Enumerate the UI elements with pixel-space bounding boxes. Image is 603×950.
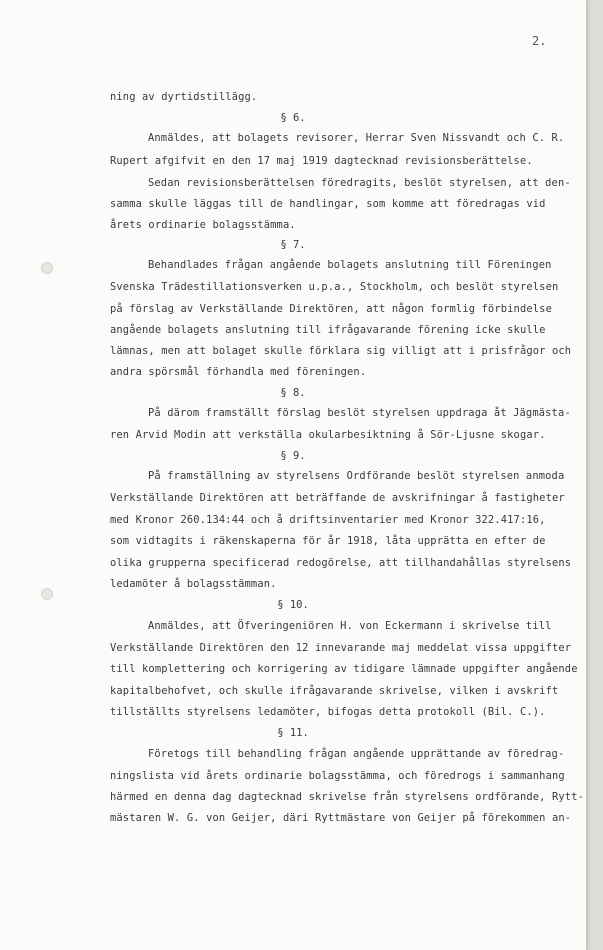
- text-line: mästaren W. G. von Geijer, däri Ryttmästare von Geijer på förekommen an-: [110, 812, 572, 824]
- text-line: Behandlades frågan angående bolagets anslutning till Föreningen: [148, 259, 552, 271]
- text-line: som vidtagits i räkenskaperna för år 1918, låta upprätta en efter de: [110, 535, 546, 547]
- section-heading-7: § 7.: [280, 239, 306, 251]
- text-line: ning av dyrtidstillägg.: [110, 91, 258, 103]
- text-line: På framställning av styrelsens Ordförande beslöt styrelsen anmoda: [148, 470, 565, 482]
- text-line: med Kronor 260.134:44 och å driftsinventarier med Kronor 322.417:16,: [110, 514, 546, 526]
- section-heading-8: § 8.: [280, 387, 306, 399]
- text-line: På därom framställt förslag beslöt styrelsen uppdraga åt Jägmästa-: [148, 407, 571, 419]
- page-number: 2.: [532, 34, 547, 48]
- text-line: Anmäldes, att bolagets revisorer, Herrar Sven Nissvandt och C. R.: [148, 132, 565, 144]
- text-line: Anmäldes, att Öfveringeniören H. von Eckermann i skrivelse till: [148, 620, 552, 632]
- text-line: Verkställande Direktören att beträffande de avskrifningar å fastigheter: [110, 492, 565, 504]
- text-line: härmed en denna dag dagtecknad skrivelse från styrelsens ordförande, Rytt-: [110, 791, 585, 803]
- text-line: olika grupperna specificerad redogörelse, att tillhandahållas styrelsens: [110, 557, 572, 569]
- text-line: till komplettering och korrigering av tidigare lämnade uppgifter angående: [110, 663, 578, 675]
- text-line: ren Arvid Modin att verkställa okularbesiktning å Sör-Ljusne skogar.: [110, 429, 546, 441]
- text-line: andra spörsmål förhandla med föreningen.: [110, 366, 367, 378]
- text-line: samma skulle läggas till de handlingar, som komme att föredragas vid: [110, 198, 546, 210]
- text-line: angående bolagets anslutning till ifrågavarande förening icke skulle: [110, 324, 546, 336]
- text-line: tillställts styrelsens ledamöter, bifogas detta protokoll (Bil. C.).: [110, 706, 546, 718]
- text-line: ningslista vid årets ordinarie bolagsstämma, och föredrogs i sammanhang: [110, 770, 565, 782]
- text-line: årets ordinarie bolagsstämma.: [110, 219, 296, 231]
- text-line: Sedan revisionsberättelsen föredragits, beslöt styrelsen, att den-: [148, 177, 571, 189]
- text-line: kapitalbehofvet, och skulle ifrågavarande skrivelse, vilken i avskrift: [110, 685, 559, 697]
- text-line: Svenska Trädestillationsverken u.p.a., Stockholm, och beslöt styrelsen: [110, 281, 559, 293]
- text-line: lämnas, men att bolaget skulle förklara sig villigt att i prisfrågor och: [110, 345, 572, 357]
- section-heading-6: § 6.: [280, 112, 306, 124]
- section-heading-9: § 9.: [280, 450, 306, 462]
- text-line: Företogs till behandling frågan angående upprättande av föredrag-: [148, 748, 565, 760]
- section-heading-10: § 10.: [277, 599, 309, 611]
- section-heading-11: § 11.: [277, 727, 309, 739]
- punch-hole: [41, 262, 53, 274]
- text-line: på förslag av Verkställande Direktören, att någon formlig förbindelse: [110, 303, 552, 315]
- text-line: Verkställande Direktören den 12 innevarande maj meddelat vissa uppgifter: [110, 642, 572, 654]
- text-line: ledamöter å bolagsstämman.: [110, 578, 277, 590]
- text-line: Rupert afgifvit en den 17 maj 1919 dagtecknad revisionsberättelse.: [110, 155, 533, 167]
